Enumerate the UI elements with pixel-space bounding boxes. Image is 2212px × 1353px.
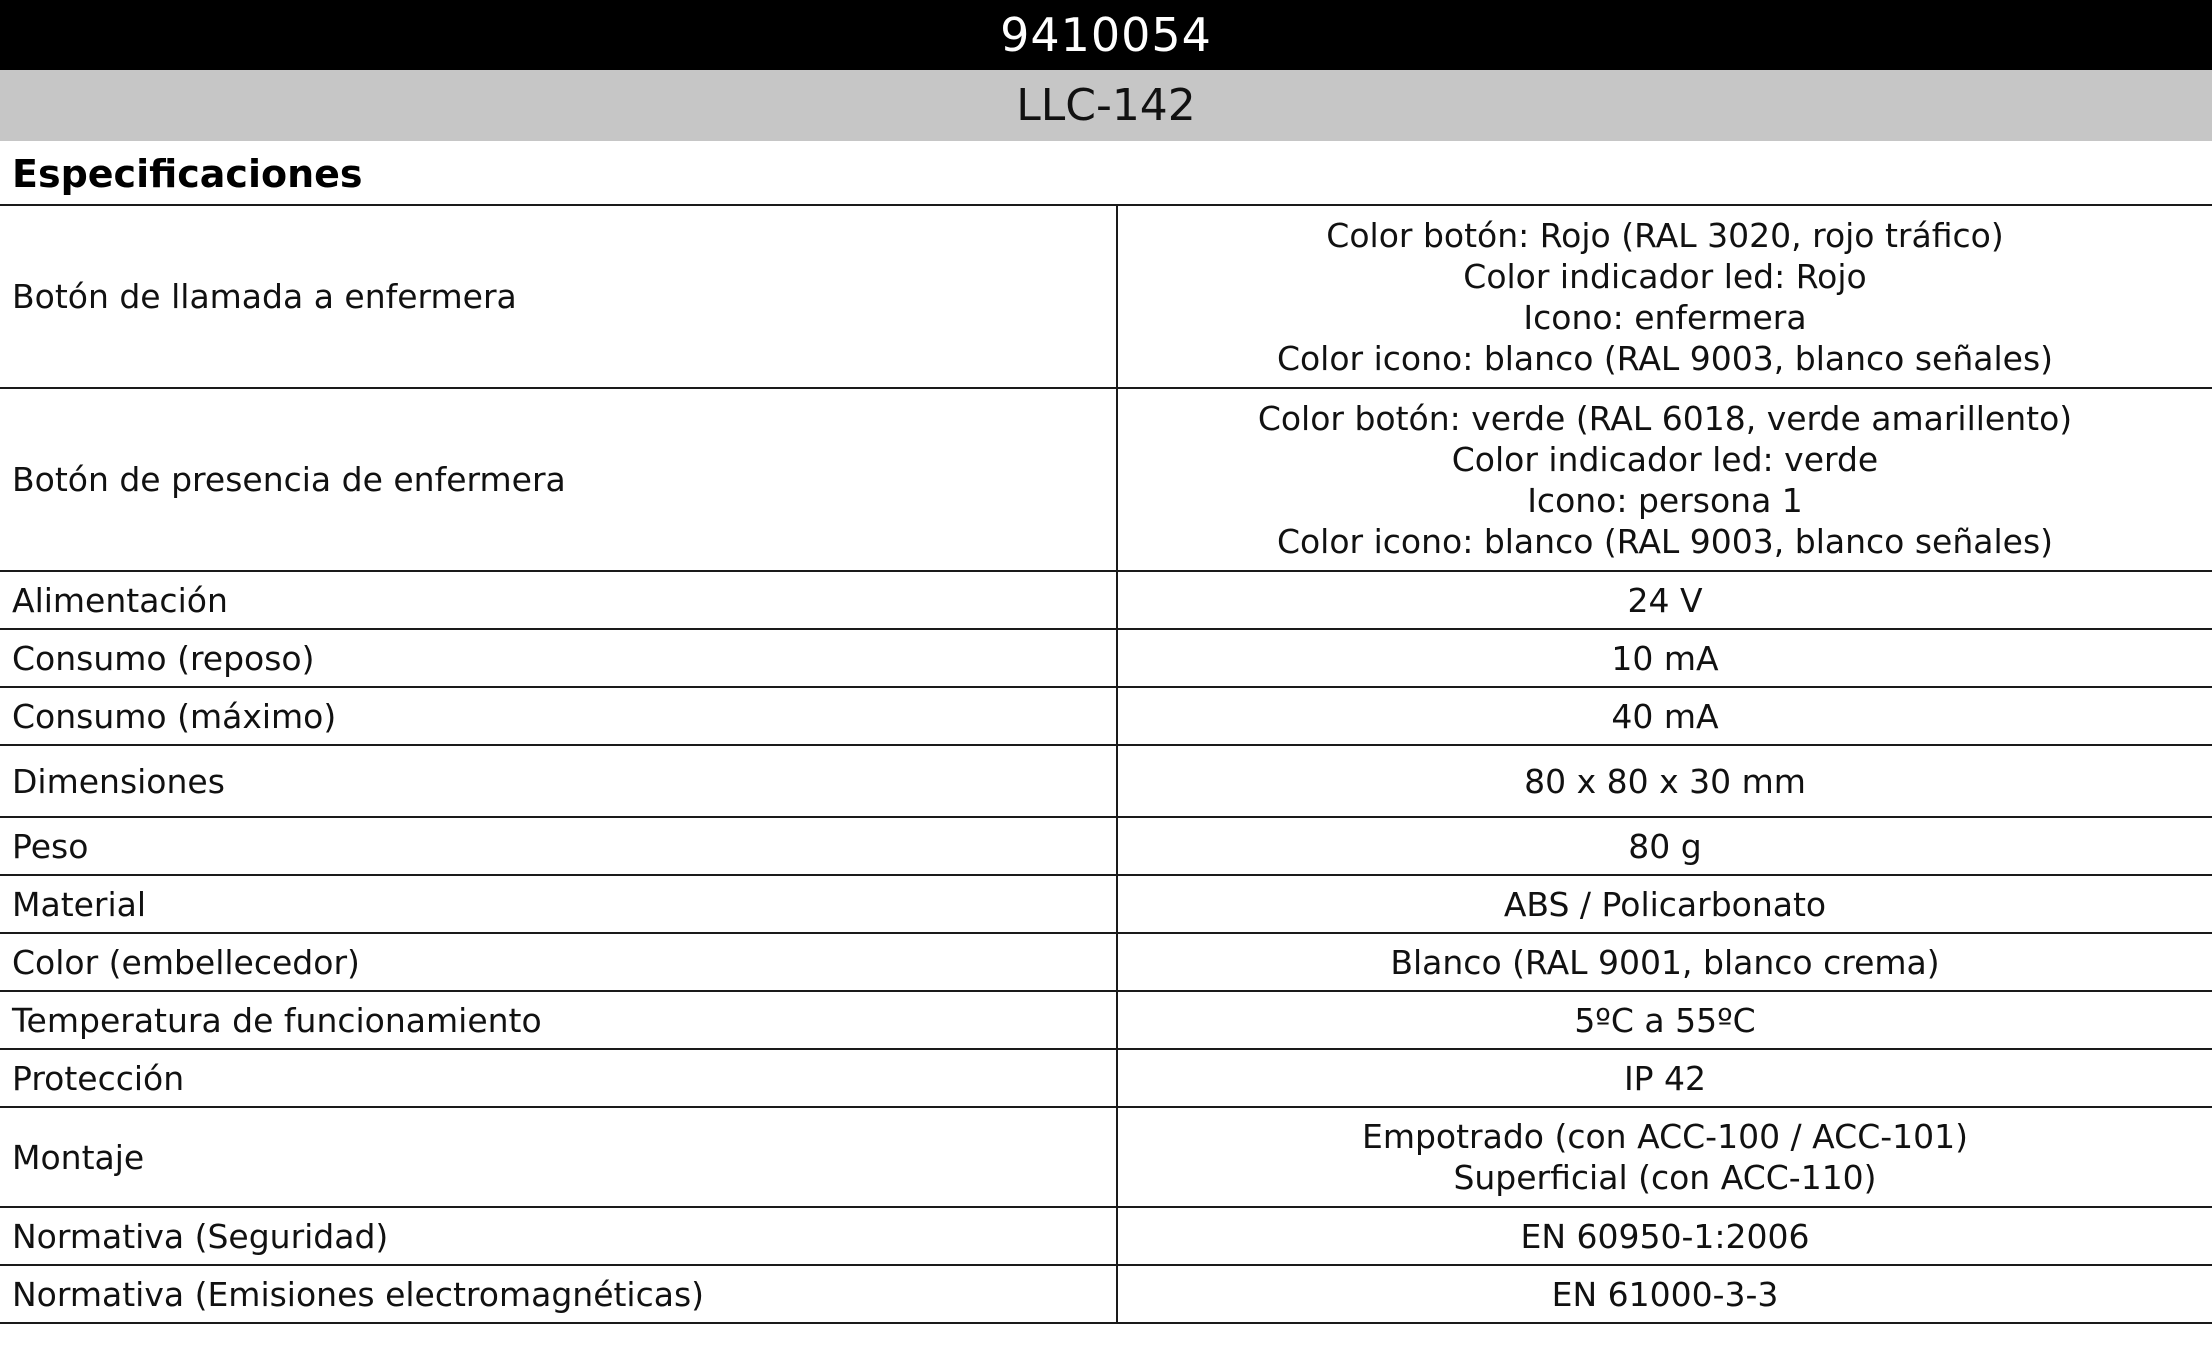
table-row [0,1107,2212,1207]
table-row [0,629,2212,687]
table-row [0,571,2212,629]
table-row [0,1049,2212,1107]
table-row [0,817,2212,875]
spec-value [1117,875,2212,933]
spec-label: Material [0,875,1117,933]
table-row [0,1207,2212,1265]
spec-label: Color (embellecedor) [0,933,1117,991]
spec-label: Dimensiones [0,745,1117,817]
spec-value-line: ABS / Policarbonato [1503,884,1827,924]
spec-value-line: Color indicador led: Rojo [1463,256,1867,296]
product-code-header: 9410054 [0,0,2212,70]
table-row [0,991,2212,1049]
spec-label: Montaje [0,1107,1117,1207]
spec-value [1117,571,2212,629]
spec-label: Botón de llamada a enfermera [0,205,1117,388]
spec-value-line: Superficial (con ACC-110) [1453,1158,1877,1197]
spec-value [1117,933,2212,991]
spec-label: Protección [0,1049,1117,1107]
spec-value-line: EN 60950-1:2006 [1520,1216,1810,1256]
spec-value-line: 10 mA [1611,638,1719,678]
spec-value [1117,745,2212,817]
spec-label: Peso [0,817,1117,875]
spec-value-line: Blanco (RAL 9001, blanco crema) [1390,942,1940,982]
table-row [0,933,2212,991]
spec-value-line: 80 x 80 x 30 mm [1524,761,1806,801]
table-row [0,875,2212,933]
spec-value [1117,388,2212,571]
spec-value-line: 24 V [1627,580,1703,620]
spec-value-line: Icono: persona 1 [1527,480,1803,520]
spec-value-line: Color indicador led: verde [1451,439,1879,479]
table-row [0,1265,2212,1323]
spec-value-line: Icono: enfermera [1523,297,1807,337]
section-title: Especificaciones [12,152,363,196]
spec-label: Normativa (Seguridad) [0,1207,1117,1265]
spec-value [1117,817,2212,875]
spec-label: Temperatura de funcionamiento [0,991,1117,1049]
spec-label: Consumo (máximo) [0,687,1117,745]
spec-value [1117,687,2212,745]
model-header: LLC-142 [0,70,2212,141]
table-row [0,388,2212,571]
spec-value-line: 80 g [1628,826,1702,866]
spec-label: Normativa (Emisiones electromagnéticas) [0,1265,1117,1323]
spec-value [1117,1207,2212,1265]
spec-value-line: Color botón: Rojo (RAL 3020, rojo tráfico) [1326,215,2004,255]
spec-value-line: EN 61000-3-3 [1551,1274,1779,1314]
spec-value [1117,629,2212,687]
spec-value-line: Color icono: blanco (RAL 9003, blanco señales) [1276,521,2054,561]
spec-value [1117,205,2212,388]
spec-label: Consumo (reposo) [0,629,1117,687]
table-row [0,745,2212,817]
table-row [0,205,2212,388]
spec-value [1117,1265,2212,1323]
spec-value-line: Color botón: verde (RAL 6018, verde amarillento) [1257,398,2073,438]
spec-value [1117,1049,2212,1107]
spec-value-line: Color icono: blanco (RAL 9003, blanco señales) [1276,338,2054,378]
spec-label: Alimentación [0,571,1117,629]
spec-value-line: 5ºC a 55ºC [1574,1000,1756,1040]
spec-value-line: IP 42 [1623,1058,1707,1098]
spec-value [1117,1107,2212,1207]
specifications-table [0,204,2212,1324]
spec-value-line: 40 mA [1611,696,1719,736]
table-row [0,687,2212,745]
spec-label: Botón de presencia de enfermera [0,388,1117,571]
spec-value-line: Empotrado (con ACC-100 / ACC-101) [1361,1117,1969,1156]
spec-value [1117,991,2212,1049]
